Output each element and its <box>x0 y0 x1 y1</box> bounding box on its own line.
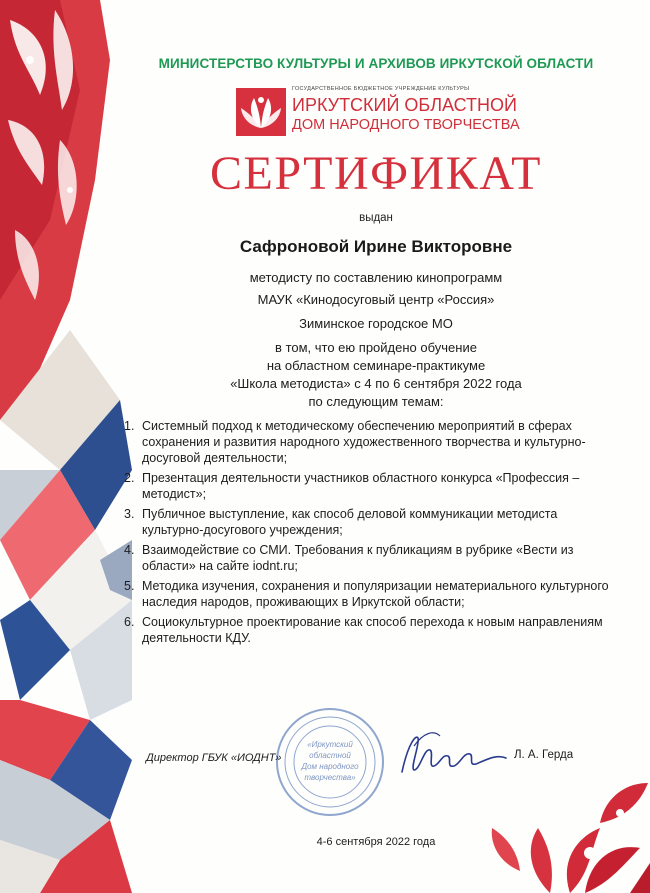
recipient-position: методисту по составлению кинопрограмм <box>249 270 503 285</box>
logo-title-line1: ИРКУТСКИЙ ОБЛАСТНОЙ <box>292 95 517 115</box>
training-statement: в том, что ею пройдено обучение <box>275 340 477 355</box>
recipient-name: Сафроновой Ирине Викторовне <box>239 237 513 256</box>
ministry-heading: МИНИСТЕРСТВО КУЛЬТУРЫ И АРХИВОВ ИРКУТСКОЙ ОБЛАСТИ <box>158 56 594 71</box>
topics-intro: по следующим темам: <box>308 394 444 409</box>
logo-institution-type: ГОСУДАРСТВЕННОЕ БЮДЖЕТНОЕ УЧРЕЖДЕНИЕ КУЛЬТУРЫ <box>292 86 470 92</box>
list-item: 2. Презентация деятельности участников областного конкурса «Профессия – методист»; <box>124 471 580 501</box>
certificate-title: СЕРТИФИКАТ <box>210 147 542 200</box>
svg-text:«Иркутский: «Иркутский <box>307 740 353 749</box>
seminar-name-dates: «Школа методиста» с 4 по 6 сентября 2022 года <box>230 376 522 391</box>
logo-title-line2: ДОМ НАРОДНОГО ТВОРЧЕСТВА <box>292 117 520 133</box>
issued-label: выдан <box>359 212 393 224</box>
svg-text:областной: областной <box>309 751 351 760</box>
official-stamp <box>274 706 386 818</box>
list-item: 1. Системный подход к методическому обеспечению мероприятий в сферах сохранения и развития народного художественного творчества и культурно-досуговой деятельности; <box>124 419 586 465</box>
seminar-type: на областном семинаре-практикуме <box>266 358 486 373</box>
list-item: 6. Социокультурное проектирование как способ перехода к новым направлениям деятельности КДУ. <box>124 615 603 645</box>
svg-text:Дом народного: Дом народного <box>301 762 359 771</box>
recipient-organization: МАУК «Кинодосуговый центр «Россия» <box>257 292 495 307</box>
institution-logo <box>236 86 520 136</box>
certificate-content <box>112 0 640 893</box>
recipient-municipality: Зиминское городское МО <box>299 316 453 331</box>
flower-logo-icon <box>236 88 286 136</box>
svg-text:творчества»: творчества» <box>304 773 356 782</box>
signer-name: Л. А. Герда <box>514 749 574 761</box>
topics-list <box>124 418 614 650</box>
list-item: 3. Публичное выступление, как способ деловой коммуникации методиста культурно-досугового учреждения; <box>124 507 558 537</box>
issue-dates: 4-6 сентября 2022 года <box>316 836 436 848</box>
handwritten-signature <box>394 724 514 784</box>
list-item: 4. Взаимодействие со СМИ. Требования к публикациям в рубрике «Вести из области» на сайте iodnt.ru; <box>124 543 574 573</box>
director-title: Директор ГБУК «ИОДНТ» <box>146 752 282 764</box>
list-item: 5. Методика изучения, сохранения и популяризации нематериального культурного наследия народов, проживающих в Иркутской области; <box>124 579 609 609</box>
